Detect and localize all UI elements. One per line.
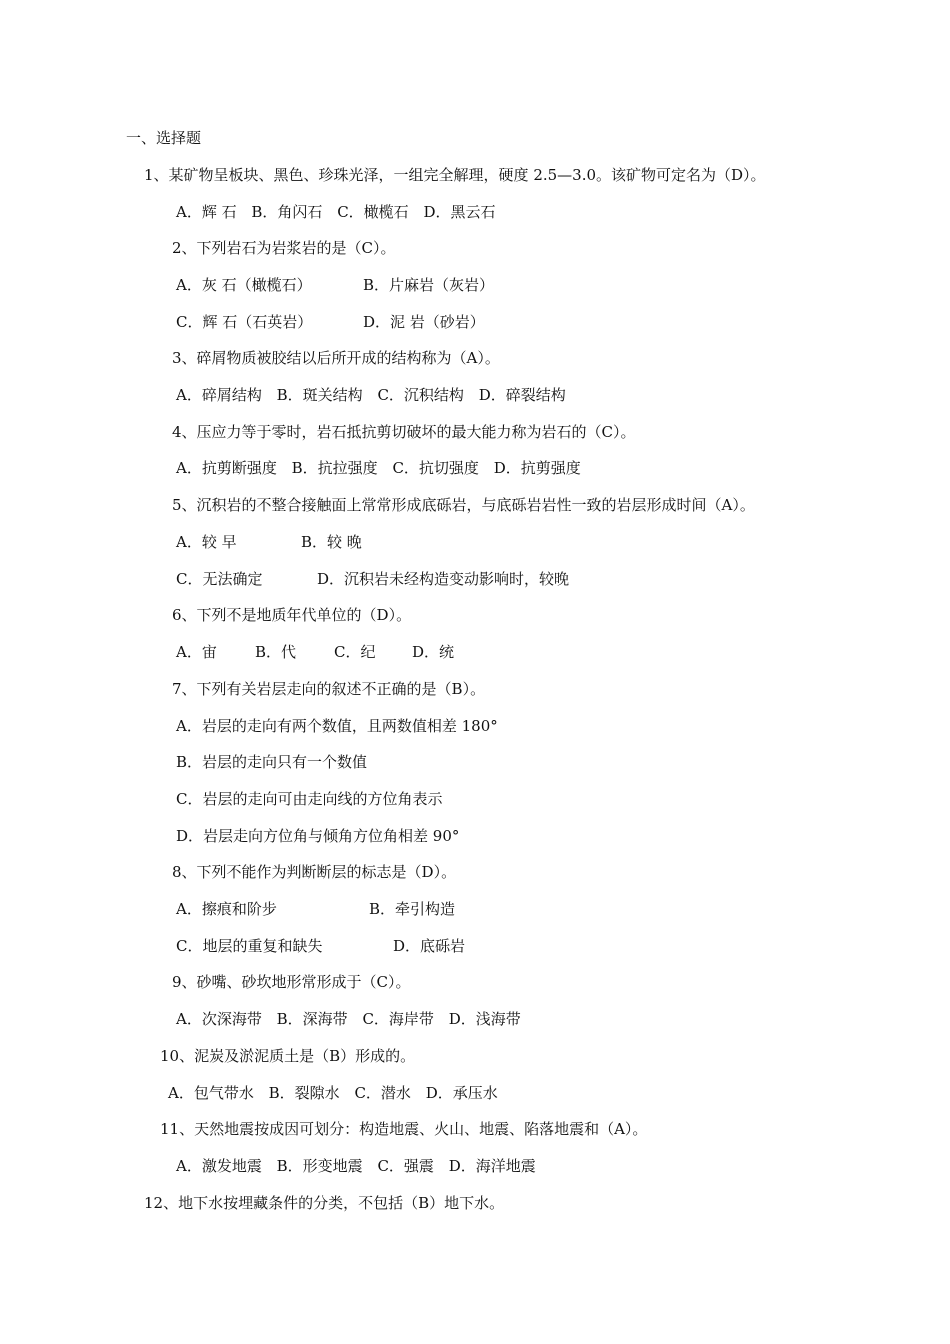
question-4-option-c: C．抗切强度 xyxy=(392,459,479,477)
question-5-option-d: D．沉积岩未经构造变动影响时，较晚 xyxy=(317,570,570,588)
question-2-option-c: C．辉 石（石英岩） xyxy=(176,313,313,331)
question-8-stem: 8、下列不能作为判断断层的标志是（D）。 xyxy=(172,863,457,881)
question-10-option-c: C．潜水 xyxy=(354,1084,411,1102)
question-7-option-c: C．岩层的走向可由走向线的方位角表示 xyxy=(176,790,443,808)
question-9-option-b: B．深海带 xyxy=(276,1010,348,1028)
question-1-option-d: D．黑云石 xyxy=(423,203,496,221)
question-5-option-c: C．无法确定 xyxy=(176,570,263,588)
question-6-option-c: C．纪 xyxy=(334,643,376,661)
question-10-option-b: B．裂隙水 xyxy=(268,1084,340,1102)
question-7-stem: 7、下列有关岩层走向的叙述不正确的是（B）。 xyxy=(172,680,486,698)
question-11-stem: 11、天然地震按成因可划分：构造地震、火山、地震、陷落地震和（A）。 xyxy=(160,1120,648,1138)
question-11-option-a: A．激发地震 xyxy=(176,1157,262,1175)
question-9-option-c: C．海岸带 xyxy=(362,1010,434,1028)
question-8-option-a: A．擦痕和阶步 xyxy=(176,900,277,918)
question-3-options xyxy=(176,385,576,405)
question-3-option-d: D．碎裂结构 xyxy=(478,386,566,404)
question-7-option-b: B．岩层的走向只有一个数值 xyxy=(176,753,368,771)
question-8-option-c: C．地层的重复和缺失 xyxy=(176,937,323,955)
question-1-options xyxy=(176,202,506,222)
question-11-options xyxy=(176,1156,546,1176)
question-5-stem: 5、沉积岩的不整合接触面上常常形成底砾岩，与底砾岩岩性一致的岩层形成时间（A）。 xyxy=(172,496,755,514)
section-title: 一、选择题 xyxy=(126,129,202,147)
question-5-option-a: A．较 早 xyxy=(176,533,237,551)
question-11-option-b: B．形变地震 xyxy=(276,1157,363,1175)
question-8-option-d: D．底砾岩 xyxy=(393,937,466,955)
question-6-option-a: A．宙 xyxy=(176,643,217,661)
question-7-option-d: D．岩层走向方位角与倾角方位角相差 90° xyxy=(176,827,460,845)
question-4-options xyxy=(176,458,591,478)
question-4-option-b: B．抗拉强度 xyxy=(291,459,378,477)
question-11-option-c: C．强震 xyxy=(377,1157,434,1175)
question-1-option-a: A．辉 石 xyxy=(176,203,237,221)
question-1-option-c: C．橄榄石 xyxy=(337,203,409,221)
question-6-option-b: B．代 xyxy=(255,643,297,661)
question-3-option-c: C．沉积结构 xyxy=(377,386,464,404)
question-10-option-d: D．承压水 xyxy=(425,1084,498,1102)
question-6-option-d: D．统 xyxy=(412,643,455,661)
question-9-option-d: D．浅海带 xyxy=(448,1010,521,1028)
question-6-stem: 6、下列不是地质年代单位的（D）。 xyxy=(172,606,412,624)
question-4-option-a: A．抗剪断强度 xyxy=(176,459,277,477)
question-10-options xyxy=(168,1083,508,1103)
question-2-stem: 2、下列岩石为岩浆岩的是（C）。 xyxy=(172,239,396,257)
question-9-stem: 9、砂嘴、砂坎地形常形成于（C）。 xyxy=(172,973,411,991)
question-10-option-a: A．包气带水 xyxy=(168,1084,254,1102)
question-2-option-b: B．片麻岩（灰岩） xyxy=(363,276,495,294)
question-9-option-a: A．次深海带 xyxy=(176,1010,262,1028)
question-3-stem: 3、碎屑物质被胶结以后所开成的结构称为（A）。 xyxy=(172,349,500,367)
question-1-stem: 1、某矿物呈板块、黑色、珍珠光泽，一组完全解理，硬度 2.5—3.0。该矿物可定名为（D）。 xyxy=(144,166,766,184)
question-2-option-d: D．泥 岩（砂岩） xyxy=(363,313,485,331)
question-11-option-d: D．海洋地震 xyxy=(448,1157,536,1175)
question-12-stem: 12、地下水按埋藏条件的分类，不包括（B）地下水。 xyxy=(144,1194,505,1212)
question-4-stem: 4、压应力等于零时，岩石抵抗剪切破坏的最大能力称为岩石的（C）。 xyxy=(172,423,636,441)
question-4-option-d: D．抗剪强度 xyxy=(493,459,581,477)
question-3-option-a: A．碎屑结构 xyxy=(176,386,262,404)
question-10-stem: 10、泥炭及淤泥质土是（B）形成的。 xyxy=(160,1047,416,1065)
question-7-option-a: A．岩层的走向有两个数值，且两数值相差 180° xyxy=(176,717,498,735)
question-1-option-b: B．角闪石 xyxy=(251,203,323,221)
question-2-option-a: A．灰 石（橄榄石） xyxy=(176,276,312,294)
question-5-option-b: B．较 晚 xyxy=(301,533,362,551)
question-9-options xyxy=(176,1009,531,1029)
question-8-option-b: B．牵引构造 xyxy=(369,900,456,918)
question-3-option-b: B．斑关结构 xyxy=(276,386,363,404)
